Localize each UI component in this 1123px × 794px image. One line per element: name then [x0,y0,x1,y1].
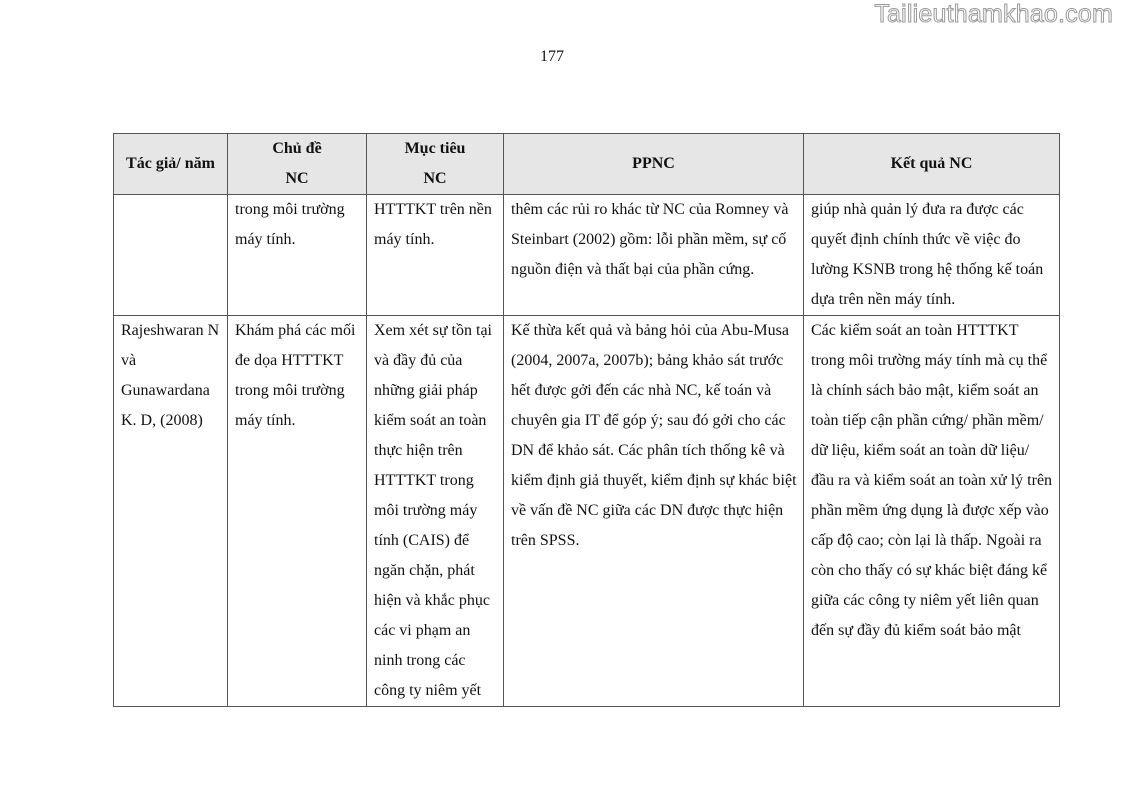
cell-author-year: Rajeshwaran N và Gunawardana K. D, (2008) [114,316,228,707]
table-header-row [114,134,1060,195]
watermark: Tailieuthamkhao.com [874,0,1113,28]
cell-author-year [114,195,228,316]
table-row [114,195,1060,316]
cell-topic: Khám phá các mối đe dọa HTTTKT trong môi trường máy tính. [228,316,367,707]
cell-result: giúp nhà quản lý đưa ra được các quyết định chính thức về việc đo lường KSNB trong hệ thống kế toán dựa trên nền máy tính. [804,195,1060,316]
cell-method: Kế thừa kết quả và bảng hỏi của Abu-Musa (2004, 2007a, 2007b); bảng khảo sát trước hết được gởi đến các nhà NC, kế toán và chuyên gia IT để góp ý; sau đó gởi cho các DN để khảo sát. Các phân tích thống kê và kiểm định giả thuyết, kiểm định sự khác biệt về vấn đề NC giữa các DN được thực hiện trên SPSS. [504,316,804,707]
cell-method: thêm các rủi ro khác từ NC của Romney và Steinbart (2002) gồm: lỗi phần mềm, sự cố nguồn điện và thất bại của phần cứng. [504,195,804,316]
header-objective-line2: NC [423,170,447,187]
header-topic [228,134,367,195]
header-objective [367,134,504,195]
header-topic-line2: NC [285,170,309,187]
page-number: 177 [540,48,564,65]
header-result: Kết quả NC [804,134,1060,195]
table-row [114,316,1060,707]
header-author-year: Tác giả/ năm [114,134,228,195]
cell-objective: Xem xét sự tồn tại và đầy đủ của những giải pháp kiểm soát an toàn thực hiện trên HTTTKT trong môi trường máy tính (CAIS) để ngăn chặn, phát hiện và khắc phục các vi phạm an ninh trong các công ty niêm yết [367,316,504,707]
header-objective-line1: Mục tiêu [404,140,466,157]
literature-review-table [113,133,1060,707]
header-method: PPNC [504,134,804,195]
cell-topic: trong môi trường máy tính. [228,195,367,316]
cell-result: Các kiểm soát an toàn HTTTKT trong môi trường máy tính mà cụ thể là chính sách bảo mật, kiểm soát an toàn tiếp cận phần cứng/ phần mềm/ dữ liệu, kiểm soát an toàn dữ liệu/ đầu ra và kiểm soát an toàn xử lý trên phần mềm ứng dụng là được xếp vào cấp độ cao; còn lại là thấp. Ngoài ra còn cho thấy có sự khác biệt đáng kể giữa các công ty niêm yết liên quan đến sự đầy đủ kiểm soát bảo mật [804,316,1060,707]
cell-objective: HTTTKT trên nền máy tính. [367,195,504,316]
header-topic-line1: Chủ đề [272,140,322,157]
